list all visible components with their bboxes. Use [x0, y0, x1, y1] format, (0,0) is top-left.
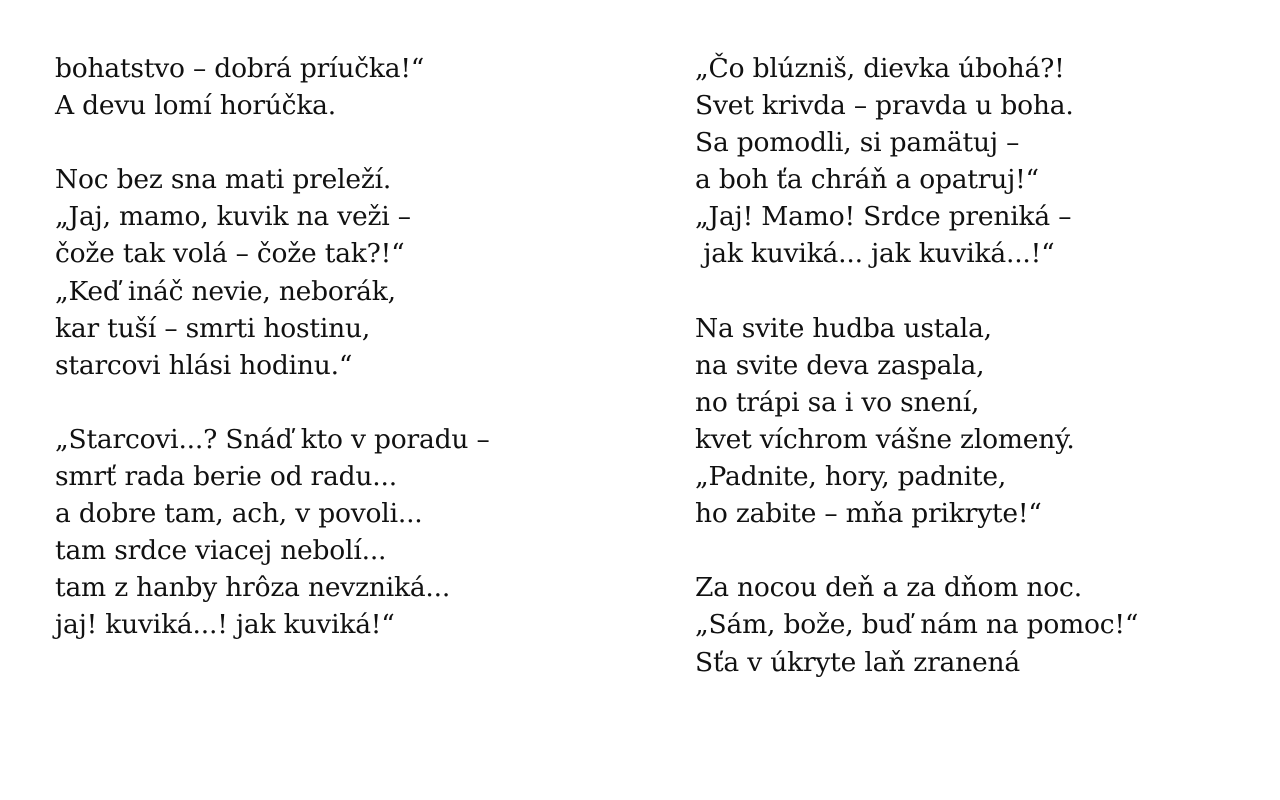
poem-line: tam z hanby hrôza nevzniká...: [55, 572, 451, 604]
poem-line: „Čo blúzniš, dievka úbohá?!: [695, 53, 1065, 84]
poem-line: kar tuší – smrti hostinu,: [55, 312, 371, 344]
poem-line: no trápi sa i vo snení,: [695, 386, 980, 418]
stanza-gap: [55, 384, 490, 421]
poem-line: Za nocou deň a za dňom noc.: [695, 572, 1082, 604]
poem-line: „Padnite, hory, padnite,: [695, 461, 1007, 493]
poem-line: „Jaj, mamo, kuvik na veži –: [55, 201, 411, 233]
poem-line: „Sám, bože, buď nám na pomoc!“: [695, 609, 1139, 641]
poem-line: Noc bez sna mati preleží.: [55, 164, 392, 196]
poem-line: „Starcovi...? Snáď kto v poradu –: [55, 423, 490, 455]
poem-line: čože tak volá – čože tak?!“: [55, 238, 405, 270]
poem-line: A devu lomí horúčka.: [55, 90, 337, 122]
poem-line: Sťa v úkryte laň zranená: [695, 646, 1020, 678]
stanza-gap: [695, 532, 1138, 569]
poem-line: bohatstvo – dobrá príučka!“: [55, 53, 425, 84]
poem-line: tam srdce viacej nebolí...: [55, 535, 387, 567]
poem-line: Svet krivda – pravda u boha.: [695, 90, 1074, 122]
poem-right-column: [695, 50, 1138, 681]
poem-line: „Keď ináč nevie, neborák,: [55, 275, 396, 307]
poem-line: kvet víchrom vášne zlomený.: [695, 423, 1075, 455]
poem-line: Na svite hudba ustala,: [695, 312, 992, 344]
poem-left-column: [55, 50, 490, 644]
stanza-gap: [695, 273, 1138, 310]
poem-line: starcovi hlási hodinu.“: [55, 349, 353, 381]
stanza-gap: [55, 124, 490, 161]
poem-line: ho zabite – mňa prikryte!“: [695, 498, 1042, 530]
poem-line: a dobre tam, ach, v povoli...: [55, 498, 423, 530]
poem-line: na svite deva zaspala,: [695, 349, 985, 381]
poem-line: jaj! kuviká...! jak kuviká!“: [55, 609, 395, 641]
poem-line: „Jaj! Mamo! Srdce preniká –: [695, 201, 1072, 233]
poem-line: a boh ťa chráň a opatruj!“: [695, 164, 1039, 196]
poem-line: Sa pomodli, si pamätuj –: [695, 127, 1020, 159]
poem-line: smrť rada berie od radu...: [55, 461, 397, 493]
poem-line: jak kuviká... jak kuviká...!“: [695, 238, 1055, 270]
